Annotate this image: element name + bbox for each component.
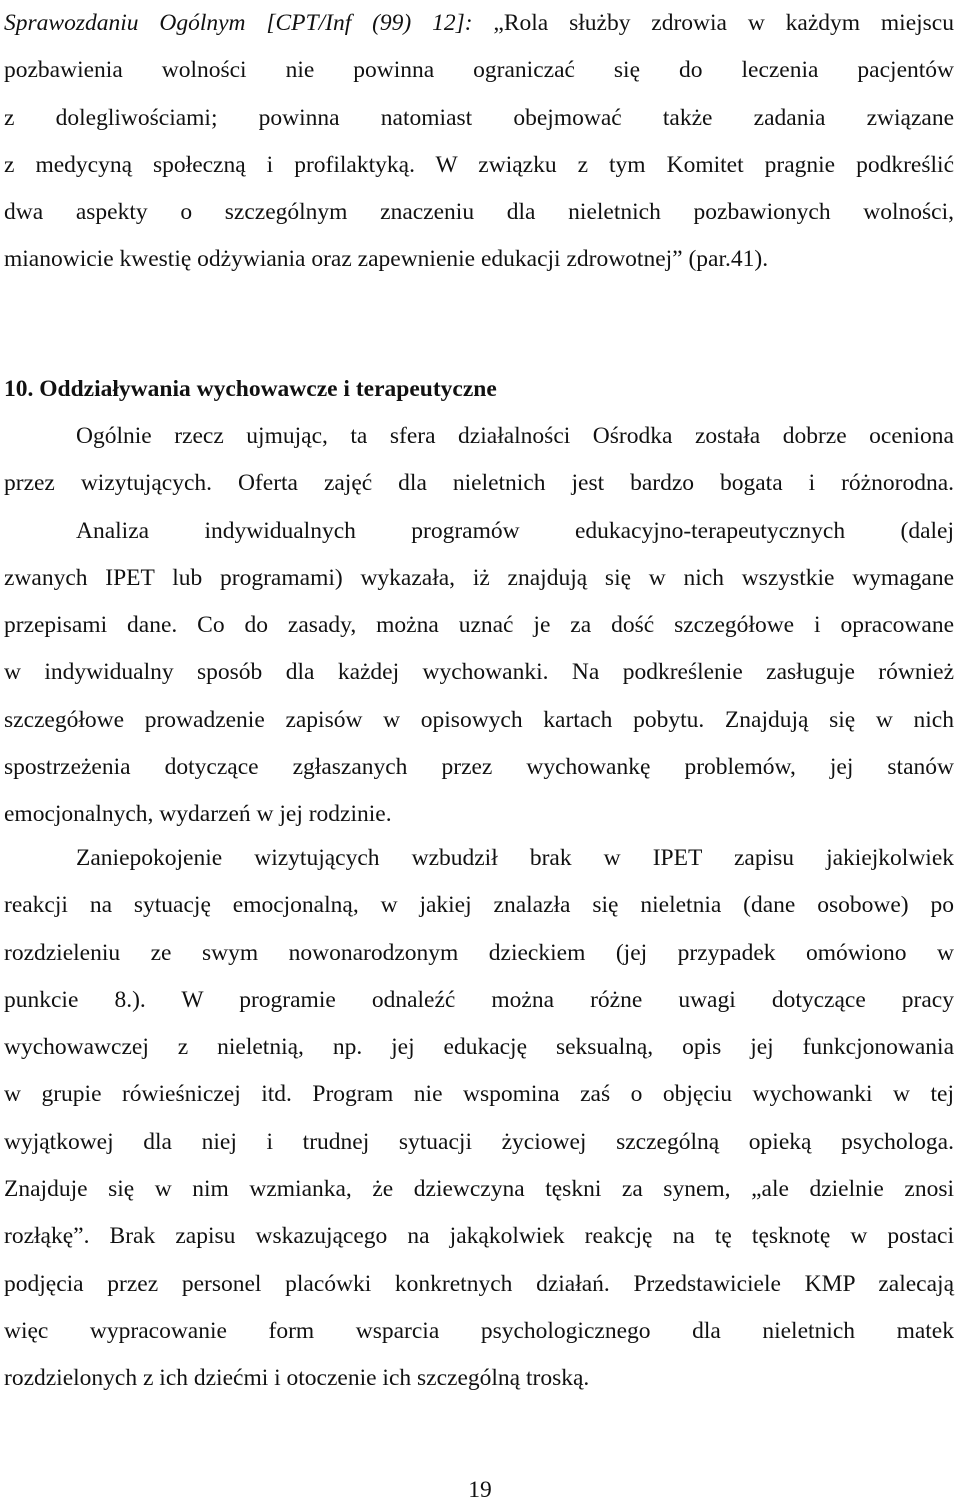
body-line: przepisami dane. Co do zasady, można uznać je za dość szczegółowe i opracowane <box>4 612 954 639</box>
body-line: emocjonalnych, wydarzeń w jej rodzinie. <box>4 801 392 828</box>
body-line: przez wizytujących. Oferta zajęć dla nieletnich jest bardzo bogata i różnorodna. <box>4 470 954 497</box>
body-line: Znajduje się w nim wzmianka, że dziewczyna tęskni za synem, „ale dzielnie znosi <box>4 1176 954 1203</box>
intro-paragraph <box>4 0 954 284</box>
page-number: 19 <box>468 1477 492 1503</box>
intro-line: Sprawozdaniu Ogólnym [CPT/Inf (99) 12]: „Rola służby zdrowia w każdym miejscu <box>4 10 954 36</box>
intro-line: pozbawienia wolności nie powinna ograniczać się do leczenia pacjentów <box>4 57 954 84</box>
section-paragraph-2 <box>4 835 954 1403</box>
section-heading: 10. Oddziaływania wychowawcze i terapeutyczne <box>4 376 497 402</box>
body-line: zwanych IPET lub programami) wykazała, iż znajdują się w nich wszystkie wymagane <box>4 564 954 591</box>
body-line: w indywidualny sposób dla każdej wychowanki. Na podkreślenie zasługuje również <box>4 659 954 686</box>
intro-line: z dolegliwościami; powinna natomiast obejmować także zadania związane <box>4 104 954 131</box>
body-line: rozłąkę”. Brak zapisu wskazującego na jakąkolwiek reakcję na tę tęsknotę w postaci <box>4 1223 954 1250</box>
body-line: Ogólnie rzecz ujmując, ta sfera działalności Ośrodka została dobrze oceniona <box>76 423 954 449</box>
section-paragraph-1 <box>4 413 954 839</box>
body-line: punkcie 8.). W programie odnaleźć można różne uwagi dotyczące pracy <box>4 986 954 1013</box>
body-line: wychowawczej z nieletnią, np. jej edukację seksualną, opis jej funkcjonowania <box>4 1034 954 1061</box>
body-line: więc wypracowanie form wsparcia psychologicznego dla nieletnich matek <box>4 1317 954 1344</box>
intro-line: mianowicie kwestię odżywiania oraz zapewnienie edukacji zdrowotnej” (par.41). <box>4 246 769 273</box>
body-line: w grupie rówieśniczej itd. Program nie wspomina zaś o objęciu wychowanki w tej <box>4 1081 954 1108</box>
body-line: rozdzieleniu ze swym nowonarodzonym dzieckiem (jej przypadek omówiono w <box>4 939 954 966</box>
body-line: reakcji na sytuację emocjonalną, w jakiej znalazła się nieletnia (dane osobowe) po <box>4 892 954 919</box>
report-citation: Sprawozdaniu Ogólnym [CPT/Inf (99) 12]: <box>4 10 473 36</box>
intro-line: dwa aspekty o szczególnym znaczeniu dla nieletnich pozbawionych wolności, <box>4 199 954 226</box>
intro-line: z medycyną społeczną i profilaktyką. W związku z tym Komitet pragnie podkreślić <box>4 151 954 178</box>
body-line: Zaniepokojenie wizytujących wzbudził brak w IPET zapisu jakiejkolwiek <box>76 845 954 871</box>
body-line: szczegółowe prowadzenie zapisów w opisowych kartach pobytu. Znajdują się w nich <box>4 706 954 733</box>
body-line: podjęcia przez personel placówki konkretnych działań. Przedstawiciele KMP zalecają <box>4 1270 954 1297</box>
body-line: spostrzeżenia dotyczące zgłaszanych przez wychowankę problemów, jej stanów <box>4 754 954 781</box>
body-line: Analiza indywidualnych programów edukacyjno-terapeutycznych (dalej <box>76 517 954 544</box>
body-line: rozdzielonych z ich dziećmi i otoczenie ich szczególną troską. <box>4 1365 590 1392</box>
body-line: wyjątkowej dla niej i trudnej sytuacji życiowej szczególną opieką psychologa. <box>4 1128 954 1155</box>
